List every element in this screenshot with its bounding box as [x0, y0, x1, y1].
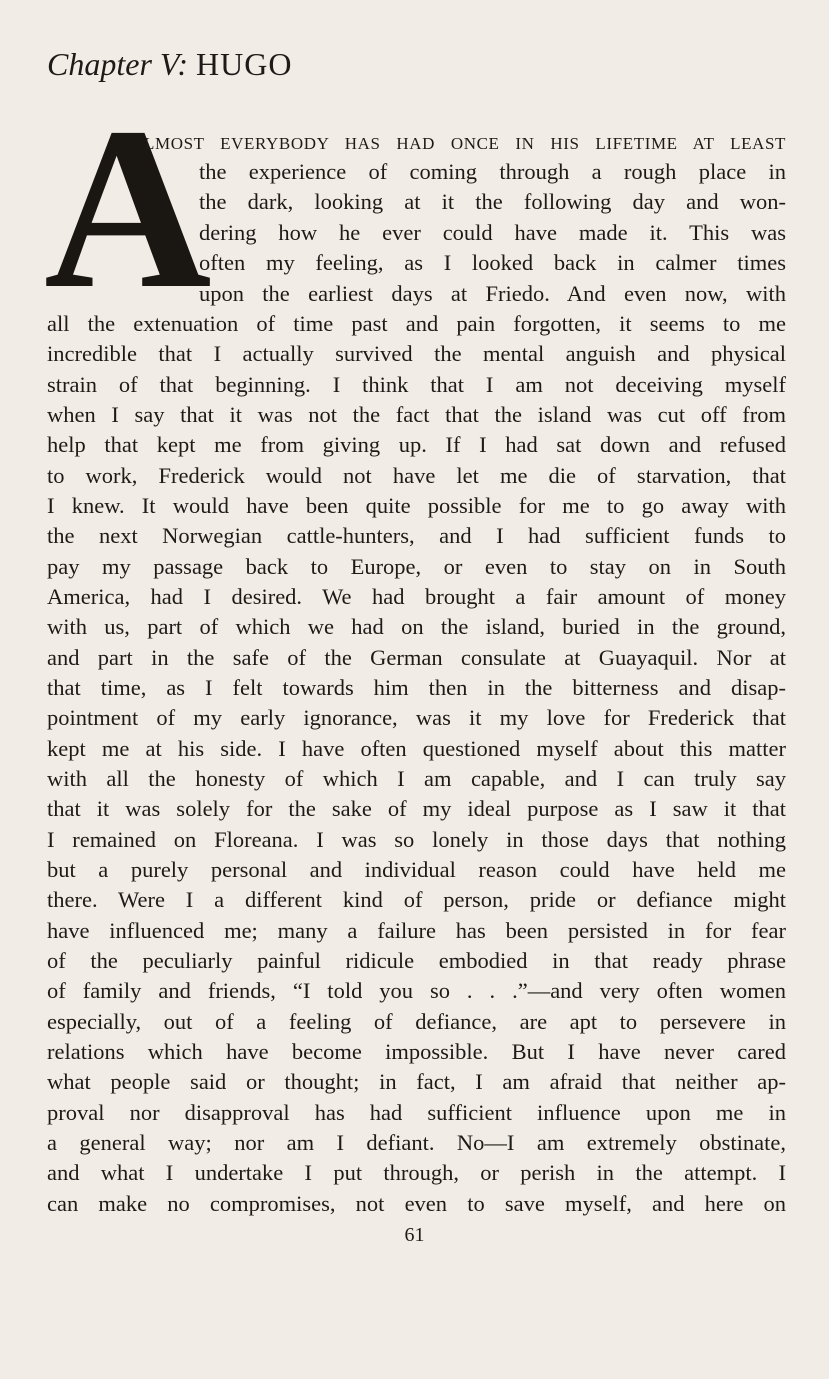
text-line: relations which have become impossible. But I have never cared — [47, 1039, 786, 1064]
text-line: strain of that beginning. I think that I am not deceiving myself — [47, 372, 786, 397]
text-line: kept me at his side. I have often questioned myself about this matter — [47, 736, 786, 761]
chapter-title: HUGO — [196, 46, 293, 82]
text-line: dering how he ever could have made it. This was — [199, 220, 786, 245]
text-line: that time, as I felt towards him then in the bitterness and disap- — [47, 675, 786, 700]
drop-cap: A — [44, 80, 212, 337]
text-line: can make no compromises, not even to save myself, and here on — [47, 1191, 786, 1216]
text-line: pointment of my early ignorance, was it my love for Frederick that — [47, 705, 786, 730]
text-line: and what I undertake I put through, or perish in the attempt. I — [47, 1160, 786, 1185]
text-line: upon the earliest days at Friedo. And even now, with — [199, 281, 786, 306]
text-line: that it was solely for the sake of my ideal purpose as I saw it that — [47, 796, 786, 821]
text-line: the next Norwegian cattle-hunters, and I had sufficient funds to — [47, 523, 786, 548]
chapter-heading — [47, 44, 292, 84]
text-line: LMOST EVERYBODY HAS HAD ONCE IN HIS LIFETIME AT LEAST — [144, 134, 786, 153]
text-line: of the peculiarly painful ridicule embodied in that ready phrase — [47, 948, 786, 973]
text-line: a general way; nor am I defiant. No—I am extremely obstinate, — [47, 1130, 786, 1155]
text-line: help that kept me from giving up. If I had sat down and refused — [47, 432, 786, 457]
text-line: the experience of coming through a rough place in — [199, 159, 786, 184]
text-line: often my feeling, as I looked back in calmer times — [199, 250, 786, 275]
text-line: especially, out of a feeling of defiance, are apt to persevere in — [47, 1009, 786, 1034]
text-line: with us, part of which we had on the island, buried in the ground, — [47, 614, 786, 639]
text-line: with all the honesty of which I am capable, and I can truly say — [47, 766, 786, 791]
text-line: proval nor disapproval has had sufficient influence upon me in — [47, 1100, 786, 1125]
text-line: America, had I desired. We had brought a fair amount of money — [47, 584, 786, 609]
text-line: when I say that it was not the fact that the island was cut off from — [47, 402, 786, 427]
text-line: and part in the safe of the German consulate at Guayaquil. Nor at — [47, 645, 786, 670]
text-line: there. Were I a different kind of person, pride or defiance might — [47, 887, 786, 912]
text-line: of family and friends, “I told you so . . .”—and very often women — [47, 978, 786, 1003]
text-line: what people said or thought; in fact, I am afraid that neither ap- — [47, 1069, 786, 1094]
text-line: incredible that I actually survived the mental anguish and physical — [47, 341, 786, 366]
chapter-label: Chapter V: — [47, 46, 189, 82]
text-line: have influenced me; many a failure has been persisted in for fear — [47, 918, 786, 943]
text-line: the dark, looking at it the following day and won- — [199, 189, 786, 214]
text-line: pay my passage back to Europe, or even to stay on in South — [47, 554, 786, 579]
text-line: but a purely personal and individual reason could have held me — [47, 857, 786, 882]
text-line: I knew. It would have been quite possible for me to go away with — [47, 493, 786, 518]
text-line: all the extenuation of time past and pain forgotten, it seems to me — [47, 311, 786, 336]
text-line: I remained on Floreana. I was so lonely in those days that nothing — [47, 827, 786, 852]
text-line: to work, Frederick would not have let me die of starvation, that — [47, 463, 786, 488]
page-number: 61 — [404, 1224, 425, 1246]
